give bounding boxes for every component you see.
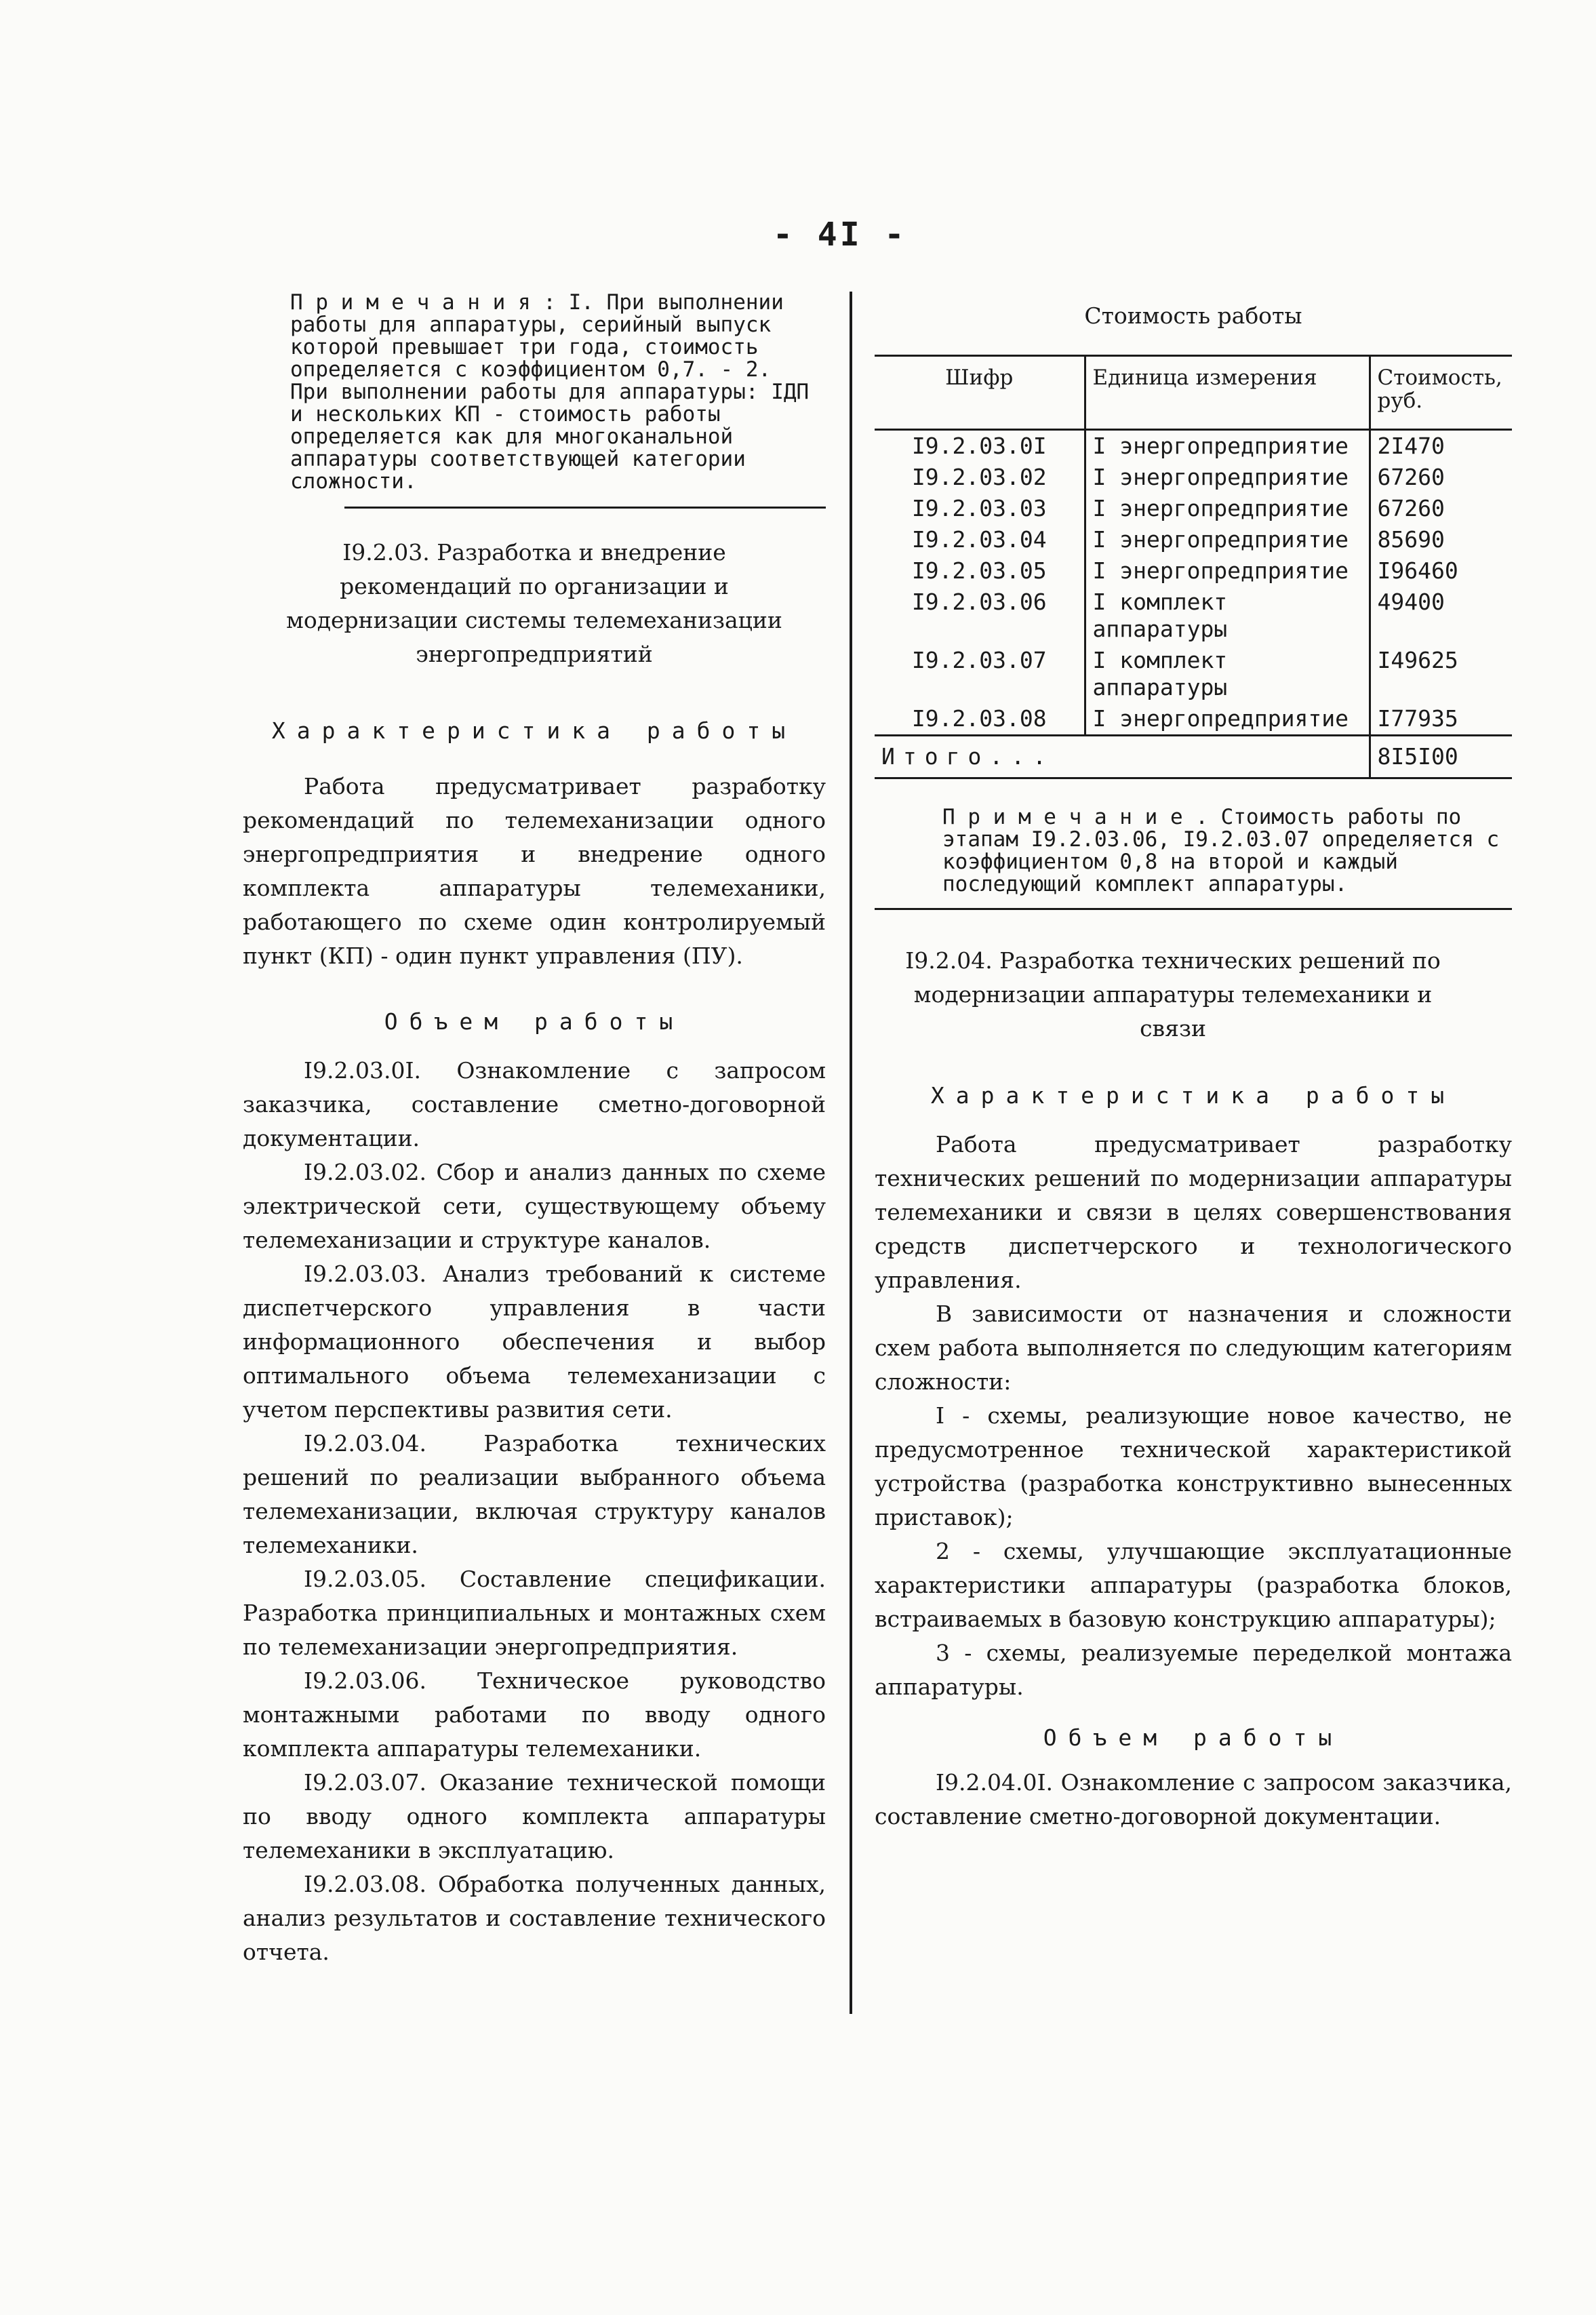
char-para: 2 - схемы, улучшающие эксплуатационные характеристики аппаратуры (разработка блоков, встраиваемых в базовую конструкцию аппаратуры); [875,1538,1512,1632]
volume-heading: Объем работы [384,1008,685,1035]
total-label: Итого... [875,736,1370,778]
row-code: I9.2.03.06 [911,589,1047,615]
volume-item: I9.2.03.08. Обработка полученных данных, анализ результатов и составление технического отчета. [243,1871,826,1965]
page-number: - 4I - [773,216,907,254]
char-para: I - схемы, реализующие новое качество, не предусмотренное технической характеристикой устройства (разработка конструктивно вынесенных приставок); [875,1402,1512,1530]
table-row [875,555,1512,587]
table-row [875,462,1512,493]
row-cost: 67260 [1370,462,1512,493]
volume-item: I9.2.03.02. Сбор и анализ данных по схеме электрической сети, существующему объему телемеханизации и структуре каналов. [243,1159,826,1253]
table-header-row [875,356,1512,430]
column-header: Единица измерения [1085,356,1370,430]
volume-item: I9.2.04.0I. Ознакомление с запросом заказчика, составление сметно-договорной документации. [875,1769,1512,1829]
table-total-row [875,736,1512,778]
row-unit: I энергопредприятие [1085,462,1370,493]
table-row [875,587,1512,645]
volume-item: I9.2.03.0I. Ознакомление с запросом заказчика, составление сметно-договорной документации. [243,1057,826,1151]
row-code: I9.2.03.03 [911,495,1047,521]
row-code: I9.2.03.0I [911,433,1047,459]
row-unit: I энергопредприятие [1085,703,1370,736]
volume-items [243,1054,826,1969]
volume-item: I9.2.03.03. Анализ требований к системе диспетчерского управления в части информационного обеспечения и выбор оптимального объема телемеханизации с учетом перспективы развития сети. [243,1261,826,1423]
row-cost: 2I470 [1370,430,1512,462]
notes-paragraph: П р и м е ч а н и я : I. При выполнении работы для аппаратуры, серийный выпуск которой превышает три года, стоимость определяется с коэффициентом 0,7. - 2. При выполнении работы для аппаратуры: IДП и нескольких КП - стоимость работы определяется как для многоканальной аппаратуры соответствующей категории сложности. [290,290,810,494]
volume-item: I9.2.03.05. Составление спецификации. Разработка принципиальных и монтажных схем по телемеханизации энергопредприятия. [243,1566,826,1660]
row-cost: 49400 [1370,587,1512,645]
char-heading: Характеристика работы [271,717,797,744]
row-unit: I энергопредприятие [1085,524,1370,555]
volume-item: I9.2.03.04. Разработка технических решений по реализации выбранного объема телемеханизации, включая структуру каналов телемеханики. [243,1430,826,1558]
table-note: П р и м е ч а н и е . Стоимость работы по этапам I9.2.03.06, I9.2.03.07 определяется с коэффициентом 0,8 на второй и каждый последующий комплект аппаратуры. [942,805,1500,896]
char-para: В зависимости от назначения и сложности схем работа выполняется по следующим категориям сложности: [875,1301,1512,1395]
right-column [875,292,1512,1834]
row-code: I9.2.03.05 [911,557,1047,584]
row-unit: I комплект аппаратуры [1085,587,1370,645]
left-column [243,292,826,1969]
row-code: I9.2.03.08 [911,705,1047,732]
table-row [875,524,1512,555]
volume-item: I9.2.03.07. Оказание технической помощи по вводу одного комплекта аппаратуры телемеханики в эксплуатацию. [243,1769,826,1863]
total-value: 8I5I00 [1370,736,1512,778]
table-title: Стоимость работы [1084,302,1302,329]
row-unit: I энергопредприятие [1085,555,1370,587]
section-title-19-2-03: I9.2.03. Разработка и внедрение рекомендаций по организации и модернизации системы телемеханизации энергопредприятий [286,539,782,667]
row-cost: I96460 [1370,555,1512,587]
table-row [875,645,1512,703]
row-unit: I энергопредприятие [1085,430,1370,462]
row-code: I9.2.03.04 [911,526,1047,553]
volume-heading: Объем работы [1043,1724,1344,1751]
row-unit: I комплект аппаратуры [1085,645,1370,703]
table-row [875,430,1512,462]
row-cost: I77935 [1370,703,1512,736]
table-row [875,703,1512,736]
row-code: I9.2.03.07 [911,647,1047,673]
column-header: Стоимость, руб. [1370,356,1512,430]
row-unit: I энергопредприятие [1085,493,1370,524]
column-divider [850,292,852,2014]
column-header: Шифр [945,365,1014,390]
char-text: Работа предусматривает разработку рекомендаций по телемеханизации одного энергопредприятия и внедрение одного комплекта аппаратуры телемеханики, работающего по схеме один контролируемый пункт (КП) - один пункт управления (ПУ). [243,773,826,969]
table-row [875,493,1512,524]
section-title-19-2-04: I9.2.04. Разработка технических решений по модернизации аппаратуры телемеханики и связи [905,947,1441,1042]
char-para: 3 - схемы, реализуемые переделкой монтажа аппаратуры. [875,1640,1512,1700]
row-cost: 85690 [1370,524,1512,555]
row-cost: 67260 [1370,493,1512,524]
char-para: Работа предусматривает разработку технических решений по модернизации аппаратуры телемеханики и связи в целях совершенствования средств диспетчерского и технологического управления. [875,1131,1512,1293]
volume-item: I9.2.03.06. Техническое руководство монтажными работами по вводу одного комплекта аппаратуры телемеханики. [243,1667,826,1762]
row-code: I9.2.03.02 [911,464,1047,490]
cost-table [875,355,1512,779]
row-cost: I49625 [1370,645,1512,703]
char-heading: Характеристика работы [930,1082,1456,1109]
